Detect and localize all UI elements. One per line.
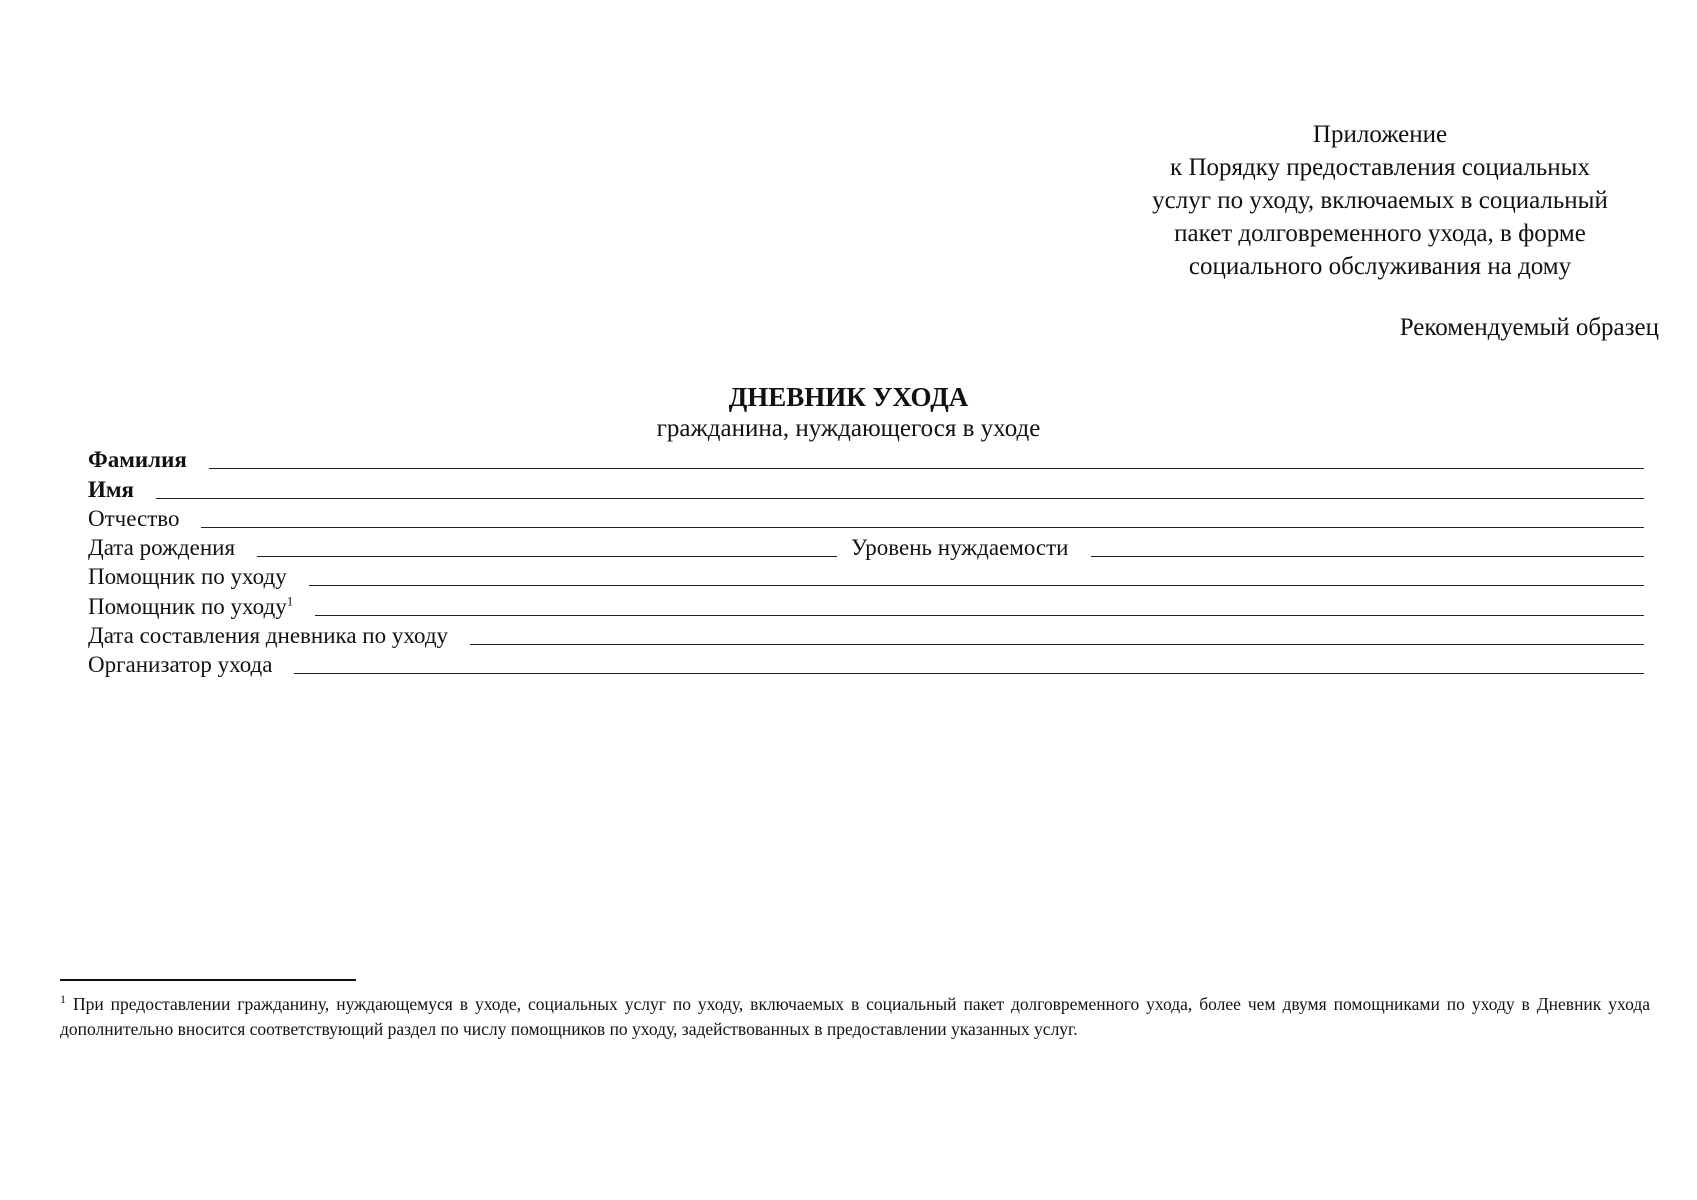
recommended-sample-label: Рекомендуемый образец — [1399, 314, 1659, 341]
need-level-field[interactable] — [1091, 556, 1645, 557]
name-label: Имя — [88, 476, 134, 502]
footnote-divider — [60, 979, 356, 981]
form-row-assistant-1 — [88, 561, 1644, 590]
appendix-header — [1100, 118, 1660, 283]
assistant-2-label — [88, 594, 293, 620]
need-level-label: Уровень нуждаемости — [851, 535, 1069, 561]
document-subtitle: гражданина, нуждающегося в уходе — [656, 415, 1041, 442]
form-row-birth-date — [88, 532, 1644, 561]
assistant-1-label: Помощник по уходу — [88, 564, 287, 590]
form-row-surname — [88, 444, 1644, 473]
document-title: ДНЕВНИК УХОДА — [728, 382, 969, 412]
surname-label: Фамилия — [88, 447, 187, 473]
appendix-line: к Порядку предоставления социальных — [1170, 154, 1590, 181]
diary-date-label: Дата составления дневника по уходу — [88, 623, 449, 649]
name-field[interactable] — [156, 498, 1644, 499]
assistant-1-field[interactable] — [309, 585, 1644, 586]
appendix-line: Приложение — [1312, 121, 1448, 148]
surname-field[interactable] — [209, 468, 1644, 469]
form-row-organizer — [88, 649, 1644, 678]
form-row-diary-date — [88, 620, 1644, 649]
diary-form — [88, 444, 1644, 678]
footnote-reference: 1 — [286, 593, 294, 609]
appendix-line: социального обслуживания на дому — [1188, 253, 1572, 280]
appendix-line: услуг по уходу, включаемых в социальный — [1152, 187, 1608, 214]
diary-date-field[interactable] — [470, 644, 1644, 645]
footnote-text: При предоставлении гражданину, нуждающемуся в уходе, социальных услуг по уходу, включаемых в социальный пакет долговременного ухода, более чем двумя помощниками по уходу в Дневник ухода дополнительно вносится соответствующий раздел по числу помощников по уходу, задействованных в предоставлении указанных услуг. — [60, 994, 1650, 1039]
form-row-patronymic — [88, 503, 1644, 532]
organizer-field[interactable] — [294, 673, 1644, 674]
assistant-2-field[interactable] — [315, 615, 1644, 616]
birth-date-label: Дата рождения — [88, 535, 236, 561]
organizer-label: Организатор ухода — [88, 652, 273, 678]
footnote-mark: 1 — [60, 992, 66, 1007]
form-row-assistant-2 — [88, 590, 1644, 619]
birth-date-field[interactable] — [257, 556, 837, 557]
patronymic-label: Отчество — [88, 505, 180, 531]
appendix-line: пакет долговременного ухода, в форме — [1174, 220, 1586, 247]
form-row-name — [88, 473, 1644, 502]
patronymic-field[interactable] — [201, 527, 1644, 528]
assistant-2-text: Помощник по уходу — [88, 593, 287, 619]
footnote — [60, 992, 1650, 1042]
